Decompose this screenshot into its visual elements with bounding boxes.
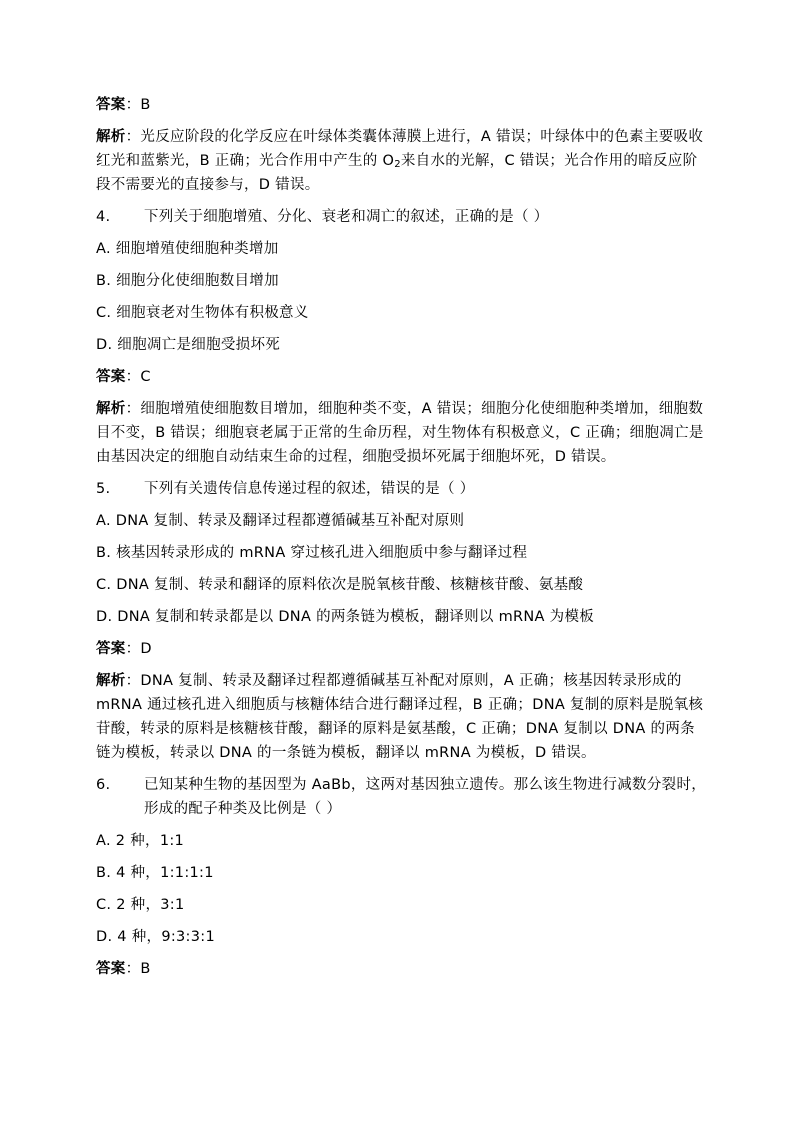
q4-option-a: A. 细胞增殖使细胞种类增加 [96, 241, 279, 257]
answer-label: 答案 [96, 641, 126, 657]
q5-analysis-line-2: mRNA 通过核孔进入细胞质与核糖体结合进行翻译过程，B 正确；DNA 复制的原料是脱氧核 [96, 697, 704, 713]
q5-option-d: D. DNA 复制和转录都是以 DNA 的两条链为模板，翻译则以 mRNA 为模板 [96, 609, 595, 625]
q6-stem-line-1: 6. 已知某种生物的基因型为 AaBb，这两对基因独立遗传。那么该生物进行减数分裂时， [96, 777, 706, 793]
answer-value: D [140, 641, 152, 657]
answer-value: B [140, 961, 151, 977]
analysis-label: 解析 [96, 673, 126, 689]
answer-label: 答案 [96, 961, 126, 977]
analysis-label: 解析 [96, 401, 126, 417]
q5-option-c: C. DNA 复制、转录和翻译的原料依次是脱氧核苷酸、核糖核苷酸、氨基酸 [96, 577, 584, 593]
q5-option-a: A. DNA 复制、转录及翻译过程都遵循碱基互补配对原则 [96, 513, 465, 529]
q6-option-d: D. 4 种，9:3:3:1 [96, 929, 215, 945]
q3-analysis-line-2: 红光和蓝紫光，B 正确；光合作用中产生的 $O_2$来自水的光解，C 错误；光合作用的暗反应阶 [96, 153, 698, 170]
question-number: 6. [96, 777, 111, 793]
analysis-label: 解析 [96, 129, 126, 145]
q4-answer: 答案：C [96, 369, 151, 385]
q5-analysis-line-4: 链为模板，转录以 DNA 的一条链为模板，翻译以 mRNA 为模板，D 错误。 [96, 745, 596, 761]
answer-label: 答案 [96, 369, 126, 385]
q3-analysis-line-3: 段不需要光的直接参与，D 错误。 [96, 177, 320, 193]
answer-value: C [140, 369, 151, 385]
q6-answer: 答案：B [96, 961, 151, 977]
q5-stem: 5. 下列有关遗传信息传递过程的叙述，错误的是（ ） [96, 481, 475, 497]
q4-analysis-line-3: 由基因决定的细胞自动结束生命的过程，细胞受损坏死属于细胞坏死，D 错误。 [96, 449, 616, 465]
question-number: 5. [96, 481, 111, 497]
q4-analysis-line-1: 解析：细胞增殖使细胞数目增加，细胞种类不变，A 错误；细胞分化使细胞种类增加，细胞数 [96, 401, 704, 417]
q6-option-a: A. 2 种，1:1 [96, 833, 185, 849]
q5-option-b: B. 核基因转录形成的 mRNA 穿过核孔进入细胞质中参与翻译过程 [96, 545, 528, 561]
answer-label: 答案 [96, 97, 126, 113]
q4-option-d: D. 细胞凋亡是细胞受损坏死 [96, 337, 281, 353]
q5-analysis-line-3: 苷酸，转录的原料是核糖核苷酸，翻译的原料是氨基酸，C 正确；DNA 复制以 DNA 的两条 [96, 721, 695, 737]
q4-option-c: C. 细胞衰老对生物体有积极意义 [96, 305, 309, 321]
q5-answer: 答案：D [96, 641, 152, 657]
question-number: 4. [96, 209, 111, 225]
answer-value: B [140, 97, 151, 113]
q3-answer: 答案：B [96, 97, 151, 113]
q4-analysis-line-2: 目不变，B 错误；细胞衰老属于正常的生命历程，对生物体有积极意义，C 正确；细胞凋亡是 [96, 425, 704, 441]
q6-option-c: C. 2 种，3:1 [96, 897, 185, 913]
q4-option-b: B. 细胞分化使细胞数目增加 [96, 273, 279, 289]
q6-option-b: B. 4 种，1:1:1:1 [96, 865, 214, 881]
q5-analysis-line-1: 解析：DNA 复制、转录及翻译过程都遵循碱基互补配对原则，A 正确；核基因转录形成的 [96, 673, 682, 689]
q4-stem: 4. 下列关于细胞增殖、分化、衰老和凋亡的叙述，正确的是（ ） [96, 209, 549, 225]
q6-stem-line-2: 形成的配子种类及比例是（ ） [144, 801, 342, 817]
q3-analysis-line-1: 解析：光反应阶段的化学反应在叶绿体类囊体薄膜上进行，A 错误；叶绿体中的色素主要吸收 [96, 129, 704, 145]
